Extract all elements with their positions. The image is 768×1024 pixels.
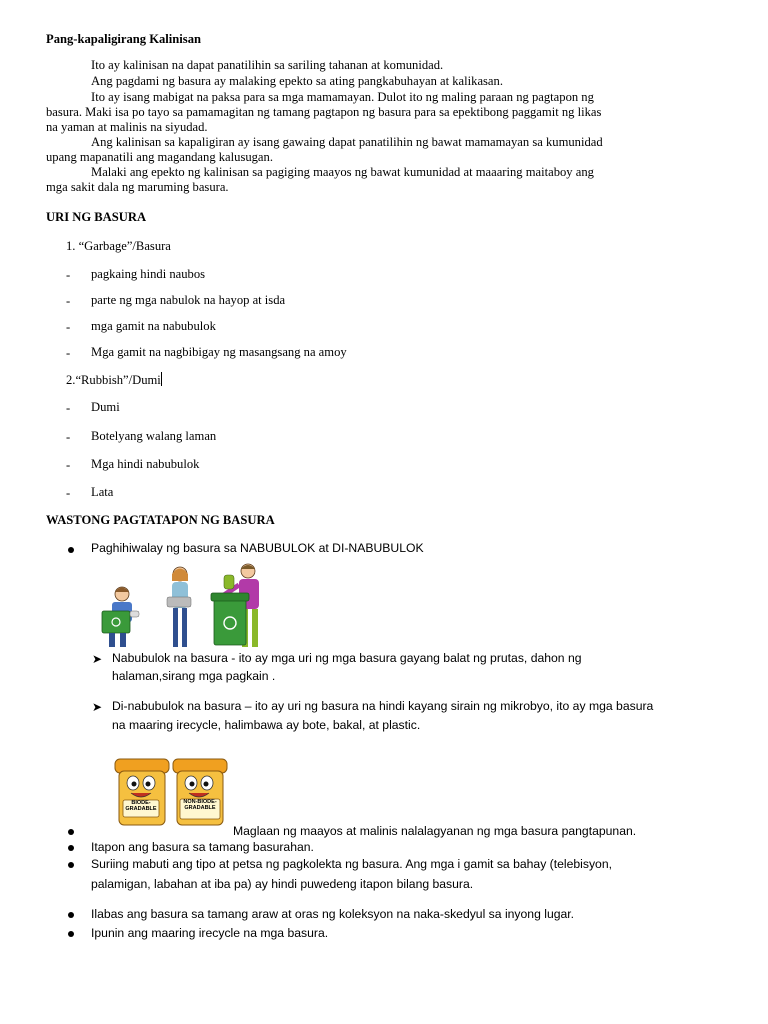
bullet-marker: [68, 931, 74, 937]
list-item: Lata: [91, 485, 114, 499]
sub-item-line: Di-nabubulok na basura – ito ay uri ng basura na hindi kayang sirain ng mikrobyo, ito ay mga basura: [112, 699, 654, 713]
sub-item-line: Nabubulok na basura - ito ay mga uri ng mga basura gayang balat ng prutas, dahon ng: [112, 651, 582, 665]
dash-marker: -: [66, 346, 71, 360]
first-bullet: Paghihiwalay ng basura sa NABUBULOK at DI-NABUBULOK: [91, 541, 424, 555]
arrow-bullet-icon: ➤: [92, 652, 103, 666]
arrow-bullet-icon: ➤: [92, 700, 103, 714]
bullet-marker: [68, 912, 74, 918]
intro-line: Ang kalinisan sa kapaligiran ay isang gawaing dapat panatilihin ng bawat mamamayan sa kumunidad: [91, 135, 603, 149]
dash-marker: -: [66, 320, 71, 334]
bullet-item: Suriing mabuti ang tipo at petsa ng pagkolekta ng basura. Ang mga i gamit sa bahay (telebisyon,: [91, 857, 613, 871]
text-cursor: [161, 372, 162, 386]
intro-line: na yaman at malinis na siyudad.: [46, 120, 208, 134]
section-heading-uri: URI NG BASURA: [46, 210, 147, 224]
intro-line: basura. Maki isa po tayo sa pamamagitan ng tamang pagtapon ng basura para sa epektibong paggamit ng likas: [46, 105, 602, 119]
list-item: Dumi: [91, 400, 120, 414]
intro-line: mga sakit dala ng maruming basura.: [46, 180, 229, 194]
intro-line: Ito ay isang mabigat na paksa para sa mga mamamayan. Dulot ito ng maling paraan ng pagtapon ng: [91, 90, 594, 104]
bins-illustration: [113, 757, 229, 827]
bullet-item-continued: palamigan, labahan at iba pa) ay hindi puwedeng itapon bilang basura.: [91, 877, 474, 891]
list-item: Botelyang walang laman: [91, 429, 217, 443]
family-recycling-illustration: [96, 561, 280, 653]
bullet-marker: [68, 547, 74, 553]
list-item: parte ng mga nabulok na hayop at isda: [91, 293, 286, 307]
rubbish-label-text: 2.“Rubbish”/Dumi: [66, 373, 161, 387]
bullet-item: Itapon ang basura sa tamang basurahan.: [91, 840, 314, 854]
sub-item-line: na maaring irecycle, halimbawa ay bote, bakal, at plastic.: [112, 718, 421, 732]
rubbish-label: [66, 372, 162, 387]
dash-marker: -: [66, 430, 71, 444]
list-item: pagkaing hindi naubos: [91, 267, 206, 281]
dash-marker: -: [66, 458, 71, 472]
intro-line: Ang pagdami ng basura ay malaking epekto sa ating pangkabuhayan at kalikasan.: [91, 74, 503, 88]
bin-label-non-biodegradable: NON-BIODE-GRADABLE: [183, 799, 217, 811]
list-item: Mga gamit na nagbibigay ng masangsang na amoy: [91, 345, 347, 359]
intro-line: Ito ay kalinisan na dapat panatilihin sa sariling tahanan at komunidad.: [91, 58, 444, 72]
bullet-item: Ilabas ang basura sa tamang araw at oras ng koleksyon na naka-skedyul sa inyong lugar.: [91, 907, 575, 921]
bin-label-biodegradable: BIODE-GRADABLE: [125, 800, 157, 812]
sub-item-line: halaman,sirang mga pagkain .: [112, 669, 276, 683]
dash-marker: -: [66, 401, 71, 415]
bullet-marker: [68, 845, 74, 851]
dash-marker: -: [66, 268, 71, 282]
list-item: Mga hindi nabubulok: [91, 457, 200, 471]
section-heading-wastong: WASTONG PAGTATAPON NG BASURA: [46, 513, 275, 527]
bullet-marker: [68, 829, 74, 835]
intro-line: Malaki ang epekto ng kalinisan sa pagiging maayos ng bawat kumunidad at maaaring maitaboy ang: [91, 165, 594, 179]
dash-marker: -: [66, 486, 71, 500]
bullet-marker: [68, 862, 74, 868]
page-title: Pang-kapaligirang Kalinisan: [46, 32, 202, 46]
intro-line: upang mapanatili ang magandang kalusugan.: [46, 150, 273, 164]
bullet-item: Ipunin ang maaring irecycle na mga basura.: [91, 926, 329, 940]
dash-marker: -: [66, 294, 71, 308]
list-item: mga gamit na nabubulok: [91, 319, 216, 333]
bullet-item: Maglaan ng maayos at malinis nalalagyanan ng mga basura pangtapunan.: [233, 824, 637, 838]
garbage-label: 1. “Garbage”/Basura: [66, 239, 171, 253]
